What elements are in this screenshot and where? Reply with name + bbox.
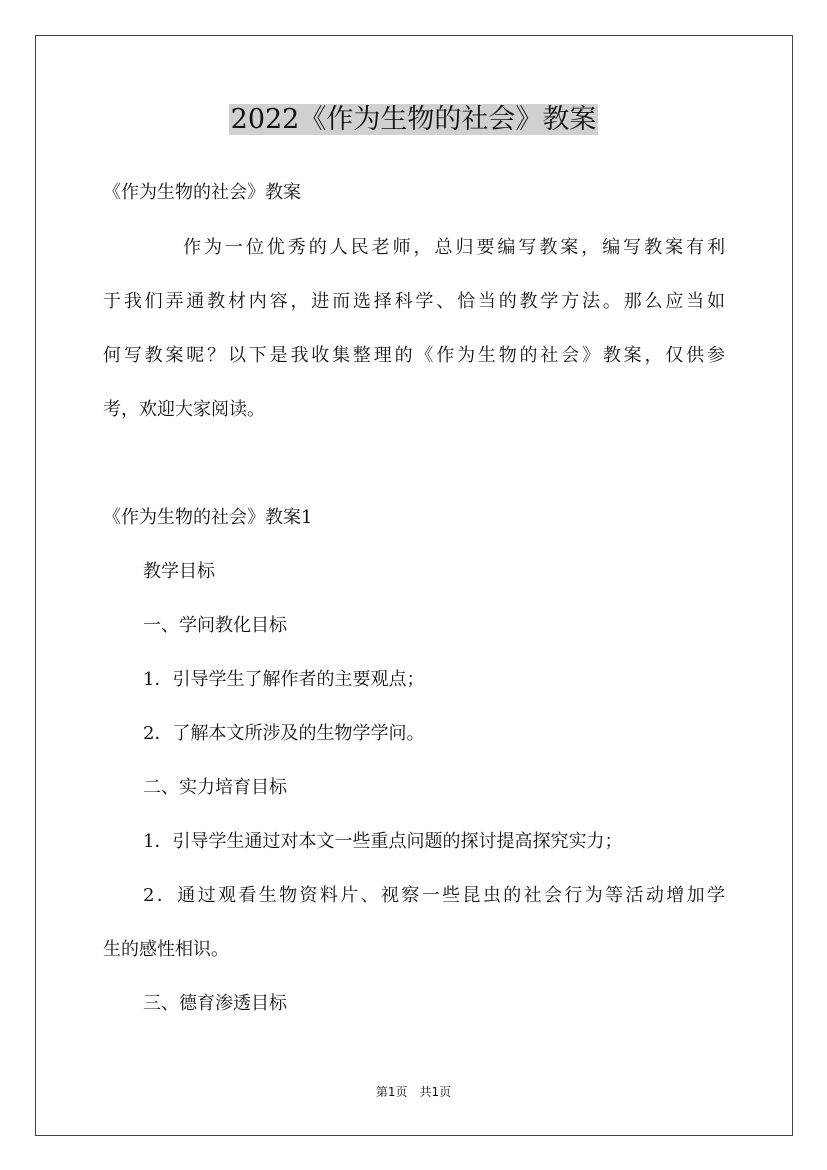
intro-line: 考，欢迎大家阅读。 bbox=[103, 399, 265, 420]
body-line: 2．了解本文所涉及的生物学学问。 bbox=[143, 723, 425, 744]
body-line: 1．引导学生通过对本文一些重点问题的探讨提高探究实力； bbox=[143, 831, 623, 852]
intro-line: 于我们弄通教材内容，进而选择科学、恰当的教学方法。那么应当如 bbox=[103, 291, 725, 312]
document-title-text: 2022《作为生物的社会》教案 bbox=[230, 104, 597, 135]
document-title bbox=[0, 100, 827, 140]
intro-line: 作为一位优秀的人民老师，总归要编写教案，编写教案有利 bbox=[183, 237, 725, 258]
body-line: 一、学问教化目标 bbox=[143, 615, 287, 636]
body-line: 三、德育渗透目标 bbox=[143, 993, 287, 1014]
page-footer: 第1页 共1页 bbox=[375, 1085, 452, 1099]
body-line: 1．引导学生了解作者的主要观点； bbox=[143, 669, 425, 690]
document-subtitle: 《作为生物的社会》教案 bbox=[103, 182, 301, 203]
body-line: 二、实力培育目标 bbox=[143, 777, 287, 798]
intro-line: 何写教案呢？以下是我收集整理的《作为生物的社会》教案，仅供参 bbox=[103, 345, 725, 366]
section-heading: 《作为生物的社会》教案1 bbox=[103, 507, 313, 528]
body-line: 2．通过观看生物资料片、视察一些昆虫的社会行为等活动增加学 bbox=[143, 885, 725, 906]
body-line: 生的感性相识。 bbox=[103, 939, 229, 960]
body-line: 教学目标 bbox=[143, 561, 215, 582]
